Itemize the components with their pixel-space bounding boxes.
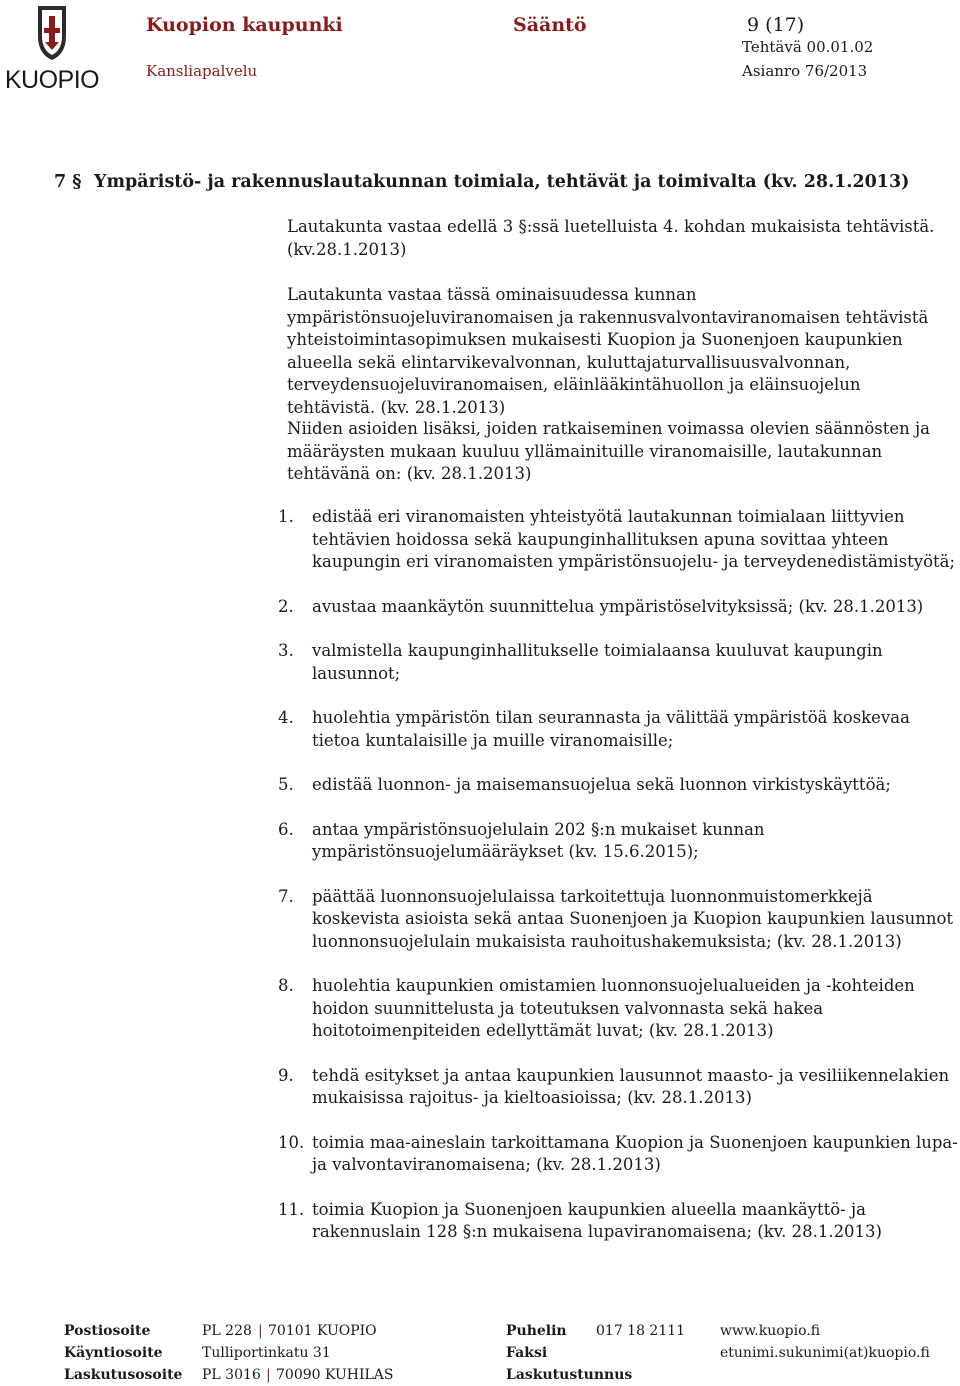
- list-item-text: toimia Kuopion ja Suonenjoen kaupunkien alueella maankäyttö- ja rakennuslain 128 §:n mukaisena lupaviranomaisena; (kv. 28.1.2013): [312, 1199, 882, 1241]
- paragraph-3: Niiden asioiden lisäksi, joiden ratkaiseminen voimassa olevien säännösten ja määräysten mukaan kuuluu yllämainituille viranomaisille, lautakunnan tehtävänä on: (kv. 28.1.2013): [287, 419, 930, 483]
- logo-text: KUOPIO: [4, 66, 100, 94]
- billing-id-label: Laskutustunnus: [506, 1367, 633, 1383]
- kuopio-logo: [4, 2, 100, 94]
- list-item: [278, 886, 958, 954]
- list-item-text: avustaa maankäytön suunnittelua ympäristöselvityksissä; (kv. 28.1.2013): [312, 596, 924, 616]
- list-item: [278, 975, 958, 1043]
- paragraph-1: Lautakunta vastaa edellä 3 §:ssä luetelluista 4. kohdan mukaisista tehtävistä. (kv.28.1.2013): [287, 217, 935, 259]
- footer-row-visit: [64, 1342, 944, 1364]
- list-item: [278, 774, 958, 797]
- phone-label: Puhelin: [506, 1323, 567, 1339]
- postal-label: Postiosoite: [64, 1323, 151, 1339]
- visit-address: Tulliportinkatu 31: [202, 1345, 331, 1361]
- document-type: Sääntö: [513, 14, 587, 36]
- list-item: [278, 506, 958, 574]
- list-item: [278, 1065, 958, 1110]
- postal-box: PL 228: [202, 1323, 252, 1339]
- list-item-number: 4.: [278, 708, 294, 727]
- list-item: [278, 1199, 958, 1244]
- list-item-text: edistää eri viranomaisten yhteistyötä lautakunnan toimialaan liittyvien tehtävien hoidossa sekä kaupunginhallituksen apuna sovittaa yhteen kaupungin eri viranomaisten ympäristönsuojelu- ja terveydenedistämistyötä;: [312, 507, 956, 571]
- fax-label: Faksi: [506, 1345, 548, 1361]
- email-address[interactable]: etunimi.sukunimi(at)kuopio.fi: [720, 1345, 930, 1361]
- phone-number: 017 18 2111: [596, 1323, 686, 1339]
- separator: |: [266, 1367, 271, 1383]
- list-item-text: tehdä esitykset ja antaa kaupunkien lausunnot maasto- ja vesiliikennelakien mukaisissa rajoitus- ja kieltoasioissa; (kv. 28.1.2013): [312, 1065, 950, 1107]
- list-item: [278, 707, 958, 752]
- list-item-text: huolehtia kaupunkien omistamien luonnonsuojelualueiden ja -kohteiden hoidon suunnittelusta ja toteutuksen valvonnasta sekä hakea hoitotoimenpiteiden edellyttämät luvat; (kv. 28.1.2013): [312, 976, 915, 1040]
- web-link[interactable]: www.kuopio.fi: [720, 1323, 821, 1339]
- list-item: [278, 640, 958, 685]
- list-item-number: 1.: [278, 507, 294, 526]
- list-item-number: 2.: [278, 596, 294, 616]
- list-item-number: 5.: [278, 775, 294, 794]
- list-item-text: toimia maa-aineslain tarkoittamana Kuopion ja Suonenjoen kaupunkien lupa- ja valvontaviranomaisena; (kv. 28.1.2013): [312, 1132, 958, 1174]
- list-item: [278, 1132, 958, 1177]
- list-item-text: valmistella kaupunginhallitukselle toimialaansa kuuluvat kaupungin lausunnot;: [312, 641, 883, 683]
- list-item-text: päättää luonnonsuojelulaissa tarkoitettuja luonnonmuistomerkkejä koskevista asioista sekä antaa Suonenjoen ja Kuopion kaupunkien lausunnot luonnonsuojelulain mukaisista rauhoitushakemuksista; (kv. 28.1.2013): [312, 886, 954, 951]
- section-heading: [54, 171, 909, 194]
- list-item-number: 3.: [278, 641, 294, 660]
- list-item-number: 6.: [278, 819, 294, 839]
- paragraph-2: Lautakunta vastaa tässä ominaisuudessa kunnan ympäristönsuojeluviranomaisen ja rakennusvalvontaviranomaisen tehtävistä yhteistoimintasopimuksen mukaisesti Kuopion ja Suonenjoen kaupunkien alueella sekä elintarvikevalvonnan, kuluttajaturvallisuusvalvonnan, terveydensuojeluviranomaisen, eläinlääkintähuollon ja eläinsuojelun tehtävistä. (kv. 28.1.2013): [287, 285, 929, 417]
- visit-label: Käyntiosoite: [64, 1345, 163, 1361]
- list-item: [278, 819, 958, 864]
- page-footer: [64, 1320, 944, 1386]
- billing-box: PL 3016: [202, 1367, 261, 1383]
- footer-row-postal: [64, 1320, 944, 1342]
- billing-code-city: 70090 KUHILAS: [276, 1367, 394, 1383]
- section-title: Ympäristö- ja rakennuslautakunnan toimiala, tehtävät ja toimivalta (kv. 28.1.2013): [94, 172, 910, 192]
- organization-name: Kuopion kaupunki: [146, 14, 343, 36]
- list-item-text: huolehtia ympäristön tilan seurannasta ja välittää ympäristöä koskevaa tietoa kuntalaisille ja muille viranomaisille;: [312, 708, 910, 750]
- task-code: Tehtävä 00.01.02: [742, 38, 874, 56]
- postal-code-city: 70101 KUOPIO: [268, 1323, 377, 1339]
- list-item-text: antaa ympäristönsuojelulain 202 §:n mukaiset kunnan ympäristönsuojelumääräykset (kv. 15.6.2015);: [312, 819, 765, 861]
- list-item-number: 10.: [278, 1132, 305, 1152]
- list-item-number: 11.: [278, 1199, 305, 1219]
- footer-row-billing: [64, 1364, 944, 1386]
- page-number: 9 (17): [747, 14, 805, 36]
- billing-label: Laskutusosoite: [64, 1367, 183, 1383]
- list-item-text: edistää luonnon- ja maisemansuojelua sekä luonnon virkistyskäyttöä;: [312, 775, 891, 794]
- department: Kansliapalvelu: [146, 62, 258, 80]
- list-item: [278, 596, 958, 619]
- list-item-number: 9.: [278, 1065, 294, 1085]
- case-number: Asianro 76/2013: [742, 62, 868, 80]
- task-list: [278, 506, 958, 1266]
- section-number: 7 §: [54, 172, 82, 192]
- list-item-number: 8.: [278, 976, 294, 995]
- list-item-number: 7.: [278, 886, 294, 906]
- separator: |: [258, 1323, 263, 1339]
